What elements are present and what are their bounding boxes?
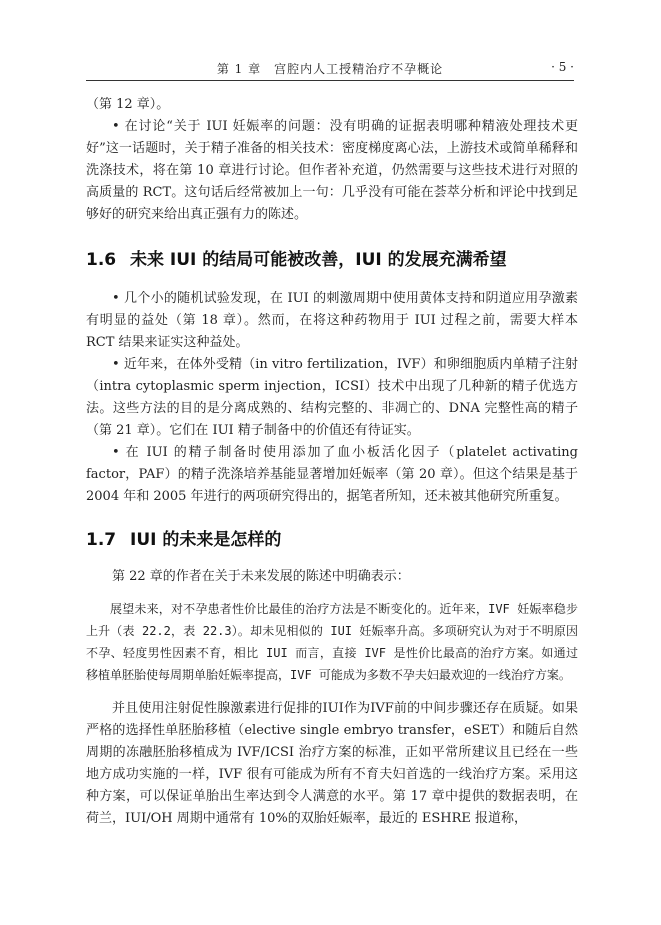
page-number: · 5 · [551, 60, 574, 74]
section-heading-1-6 [86, 244, 578, 276]
running-header [86, 60, 574, 81]
paragraph: 第 22 章的作者在关于未来发展的陈述中明确表示： [112, 569, 410, 584]
section-number: 1.7 [86, 530, 117, 550]
running-header-title: 第 1 章 宫腔内人工授精治疗不孕概论 [216, 62, 444, 76]
bullet-paragraph: • 近年来，在体外受精（in vitro fertilization，IVF）和卵细胞质内单精子注射（intra cytoplasmic sperm injection，ICSI）技术中出现了几种新的精子优选方法。这些方法的目的是分离成熟的、结构完整的、非凋亡的、DNA 完整性高的精子（第 21 章）。它们在 IUI 精子制备中的价值还有待证实。 [86, 357, 578, 438]
bullet-paragraph: • 几个小的随机试验发现，在 IUI 的刺激周期中使用黄体支持和阴道应用孕激素有明显的益处（第 18 章）。然而，在将这种药物用于 IUI 过程之前，需要大样本 RCT 结果来证实这种益处。 [86, 291, 578, 350]
section-heading-1-7 [86, 524, 578, 556]
bullet-paragraph: • 在讨论“关于 IUI 妊娠率的问题：没有明确的证据表明哪种精液处理技术更好”这一话题时，关于精子准备的相关技术：密度梯度离心法，上游技术或简单稀释和洗涤技术，将在第 10 章进行讨论。但作者补充道，仍然需要与这些技术进行对照的高质量的 RCT。这句话后经常被加上一句：几乎没有可能在荟萃分析和评论中找到足够好的研究来给出真正强有力的陈述。 [86, 119, 578, 222]
block-quote: 展望未来，对不孕患者性价比最佳的治疗方法是不断变化的。近年来，IVF 妊娠率稳步上升（表 22.2，表 22.3）。却未见相似的 IUI 妊娠率升高。多项研究认为对于不明原因不孕、轻度男性因素不育，相比 IUI 而言，直接 IVF 是性价比最高的治疗方案。如通过移植单胚胎使每周期单胎妊娠率提高，IVF 可能成为多数不孕夫妇最欢迎的一线治疗方案。 [86, 602, 578, 682]
section-number: 1.6 [86, 250, 117, 270]
bullet-paragraph: • 在 IUI 的精子制备时使用添加了血小板活化因子（platelet activating factor，PAF）的精子洗涤培养基能显著增加妊娠率（第 20 章）。但这个结果是基于 2004 年和 2005 年进行的两项研究得出的，据笔者所知，还未被其他研究所重复。 [86, 445, 578, 504]
section-title: 未来 IUI 的结局可能被改善，IUI 的发展充满希望 [130, 250, 507, 270]
paragraph: 并且使用注射促性腺激素进行促排的IUI作为IVF前的中间步骤还存在质疑。如果严格的选择性单胚胎移植（elective single embryo transfer，eSET）和随后自然周期的冻融胚胎移植成为 IVF/ICSI 治疗方案的标准，正如平常所建议且已经在一些地方成功实施的一样，IVF 很有可能成为所有不育夫妇首选的一线治疗方案。采用这种方案，可以保证单胎出生率达到令人满意的水平。第 17 章中提供的数据表明，在荷兰，IUI/OH 周期中通常有 10%的双胎妊娠率，最近的 ESHRE 报道称， [86, 701, 578, 826]
paragraph: （第 12 章）。 [86, 97, 170, 112]
section-title: IUI 的未来是怎样的 [130, 530, 282, 550]
page-body [86, 94, 578, 830]
